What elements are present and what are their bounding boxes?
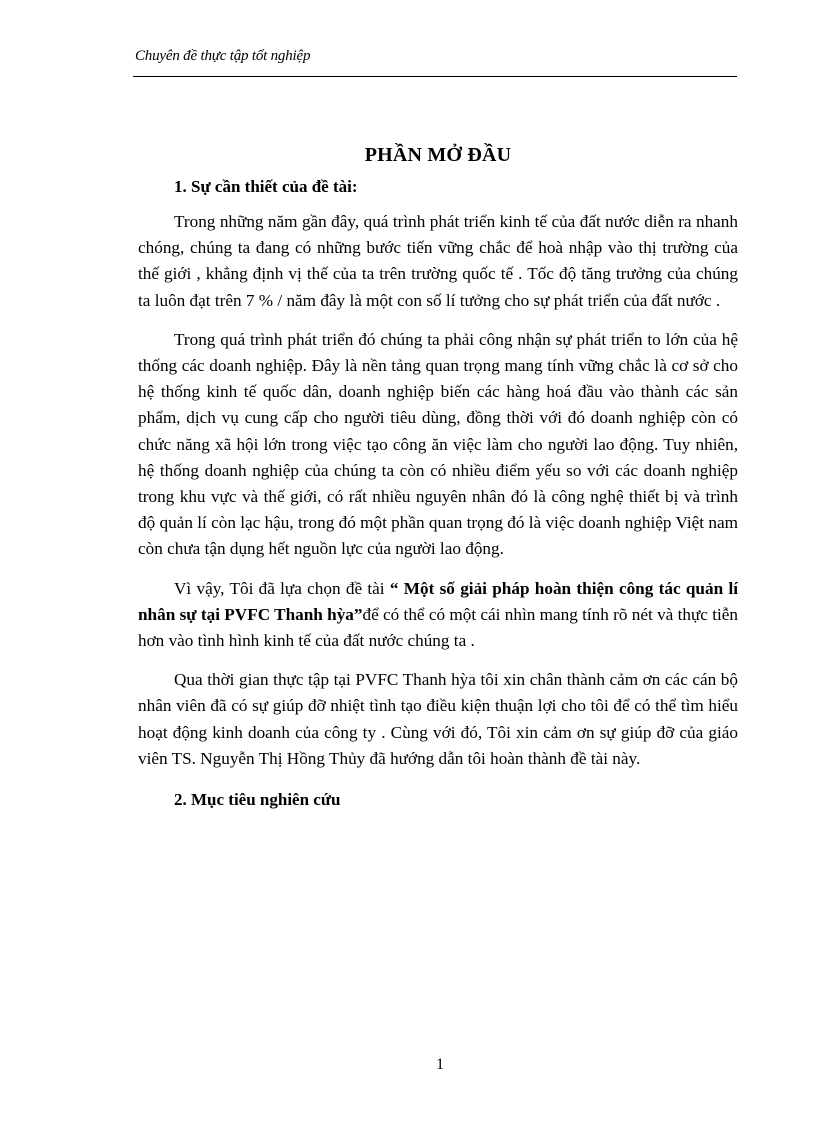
document-body	[138, 144, 738, 822]
paragraph-3-intro: Vì vậy, Tôi đã lựa chọn đề tài	[174, 578, 390, 598]
section-heading-1: 1. Sự cần thiết của đề tài:	[174, 177, 358, 196]
paragraph-1: Trong những năm gần đây, quá trình phát triển kinh tế của đất nước diễn ra nhanh chóng, chúng ta đang có những bước tiến vững chắc để hoà nhập vào thị trường của thế giới , khẳng định vị thế của ta trên trường quốc tế . Tốc độ tăng trưởng của chúng ta luôn đạt trên 7 % / năm đây là một con số lí tưởng cho sự phát triển của đất nước .	[138, 212, 738, 310]
header-divider	[133, 76, 737, 77]
paragraph-3-rest: để có thể có một cái nhìn mang tính rõ nét và thực tiễn hơn vào tình hình kinh tế của đất nước chúng ta .	[138, 604, 738, 651]
running-header: Chuyên đề thực tập tốt nghiệp	[135, 48, 311, 64]
paragraph-4: Qua thời gian thực tập tại PVFC Thanh hỳa tôi xin chân thành cảm ơn các cán bộ nhân viên đã có sự giúp đỡ nhiệt tình tạo điều kiện thuận lợi cho tôi để có thể tìm hiểu hoạt động kinh doanh của công ty . Cùng với đó, Tôi xin cảm ơn sự giúp đỡ của giáo viên TS. Nguyễn Thị Hồng Thủy đã hướng dẫn tôi hoàn thành đề tài này.	[138, 670, 738, 768]
paragraph-3	[138, 576, 738, 655]
section-heading-2: 2. Mục tiêu nghiên cứu	[174, 790, 341, 810]
page-title: PHẦN MỞ ĐẦU	[364, 144, 512, 166]
paragraph-2: Trong quá trình phát triển đó chúng ta phải công nhận sự phát triển to lớn của hệ thống các doanh nghiệp. Đây là nền tảng quan trọng mang tính vững chắc là cơ sở cho hệ thống kinh tế quốc dân, doanh nghiệp biến các hàng hoá đầu vào thành các sản phẩm, dịch vụ cung cấp cho người tiêu dùng, đồng thời với đó doanh nghiệp còn có chức năng xã hội lớn trong việc tạo công ăn việc làm cho người lao động. Tuy nhiên, hệ thống doanh nghiệp của chúng ta còn có nhiều điểm yếu so với các doanh nghiệp trong khu vực và thế giới, có rất nhiều nguyên nhân đó là công nghệ thiết bị và trình độ quản lí còn lạc hậu, trong đó một phần quan trọng đó là việc doanh nghiệp Việt nam còn chưa tận dụng hết nguồn lực của người lao động.	[138, 329, 738, 559]
thesis-title: “ Một số giải pháp hoàn thiện công tác quản lí nhân sự tại PVFC Thanh hỳa”	[138, 578, 738, 624]
page-number: 1	[436, 1056, 444, 1073]
